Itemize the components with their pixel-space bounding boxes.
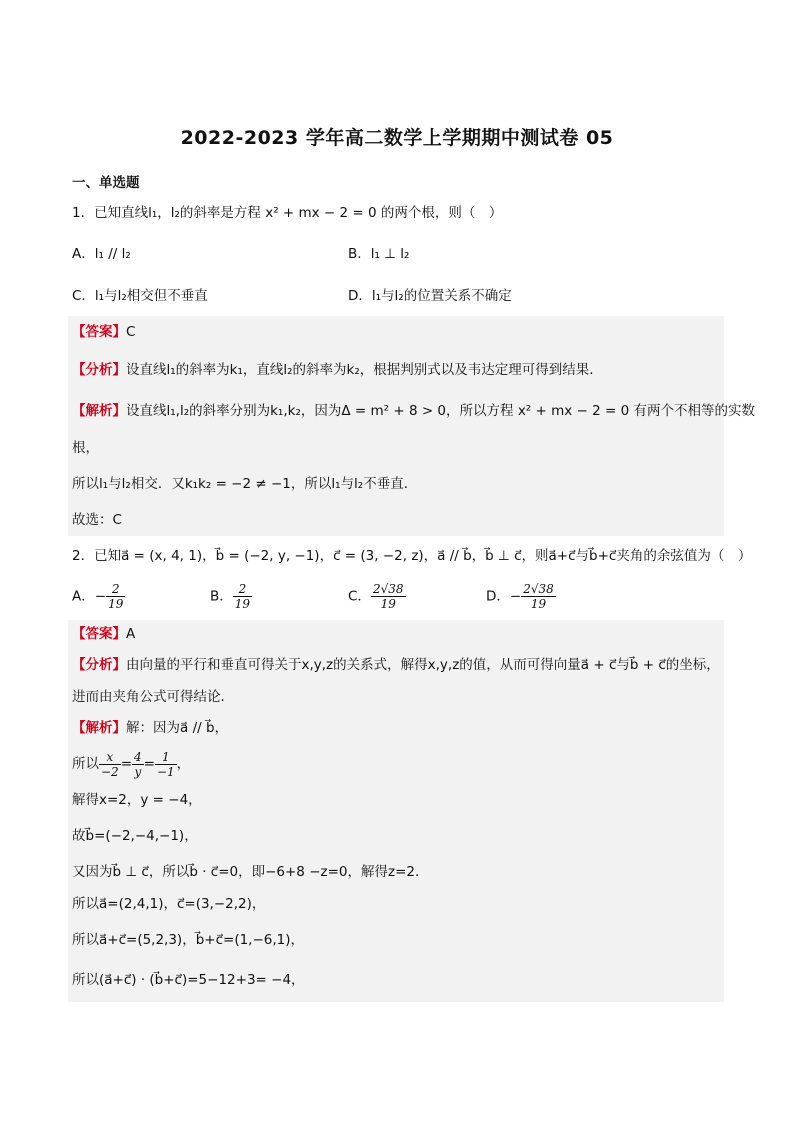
solution-text: 解：因为a⃗ // b⃗， (126, 720, 229, 736)
fraction (132, 750, 144, 779)
text: 所以 (72, 756, 99, 772)
numerator: x (99, 750, 121, 765)
q2-analysis-line-2: 进而由夹角公式可得结论． (72, 689, 234, 705)
option-label: D． (486, 588, 510, 605)
numerator: 2√38 (372, 582, 404, 596)
denominator: 19 (380, 597, 396, 611)
numerator: 2 (106, 582, 125, 597)
q1-solution-line-3: 所以l₁与l₂相交．又k₁k₂ = −2 ≠ −1，所以l₁与l₂不垂直． (72, 476, 418, 492)
fraction (371, 582, 406, 611)
q2-solution-line-3: 解得x=2，y = −4， (72, 792, 202, 808)
fraction (521, 582, 556, 611)
minus-sign: − (94, 588, 107, 605)
answer-value: A (126, 626, 136, 642)
section-heading: 一、单选题 (72, 175, 140, 191)
fraction (99, 750, 121, 779)
q2-solution-line-4: 故b⃗=(−2,−4,−1)， (72, 828, 198, 844)
q2-option-c (348, 582, 406, 611)
q2-solution-line-7: 所以a⃗+c⃗=(5,2,3)，b⃗+c⃗=(1,−6,1)， (72, 932, 305, 948)
solution-text: 设直线l₁,l₂的斜率分别为k₁,k₂，因为Δ = m² + 8 > 0，所以方程 x² + mx − 2 = 0 有两个不相等的实数 (126, 403, 756, 419)
fraction (155, 750, 177, 779)
question-2-stem: 2．已知a⃗ = (x, 4, 1)，b⃗ = (−2, y, −1)，c⃗ = (3, −2, z)，a⃗ // b⃗，b⃗ ⊥ c⃗，则a⃗+c⃗与b⃗+c⃗夹角的余弦值为（ ） (72, 548, 752, 564)
q2-solution-line-8: 所以(a⃗+c⃗) · (b⃗+c⃗)=5−12+3= −4， (72, 972, 305, 988)
question-1-stem: 1．已知直线l₁，l₂的斜率是方程 x² + mx − 2 = 0 的两个根，则（ ） (72, 205, 503, 221)
analysis-tag: 【分析】 (72, 657, 126, 673)
answer-tag: 【答案】 (72, 626, 126, 642)
numerator: 4 (134, 749, 142, 764)
q1-solution-line-4: 故选：C (72, 512, 122, 528)
answer-tag: 【答案】 (72, 324, 126, 340)
q1-solution-panel (68, 316, 724, 536)
numerator: 1 (155, 750, 177, 765)
text: ， (176, 756, 191, 772)
q1-option-c: C．l₁与l₂相交但不垂直 (72, 288, 208, 304)
q1-solution-line-2: 根， (72, 440, 99, 456)
q2-option-b (210, 582, 252, 611)
answer-value: C (126, 324, 136, 340)
q2-option-a (72, 582, 125, 611)
solution-tag: 【解析】 (72, 403, 126, 419)
denominator: 19 (530, 597, 547, 611)
q2-solution-line-1 (72, 718, 228, 738)
q2-option-d (486, 582, 556, 611)
fraction (106, 582, 125, 611)
analysis-tag: 【分析】 (72, 362, 126, 378)
q2-solution-line-5: 又因为b⃗ ⊥ c⃗，所以b⃗ · c⃗=0，即−6+8 −z=0，解得z=2． (72, 864, 429, 880)
equals-sign: = (143, 756, 155, 772)
page-title: 2022-2023 学年高二数学上学期期中测试卷 05 (180, 127, 614, 149)
denominator: −1 (156, 764, 175, 779)
q2-analysis-line-1 (72, 655, 720, 675)
q1-option-b: B．l₁ ⊥ l₂ (348, 246, 410, 262)
equals-sign: = (120, 756, 133, 772)
q1-analysis (72, 360, 594, 380)
q1-answer (72, 322, 135, 342)
denominator: 19 (234, 597, 251, 611)
option-label: B． (210, 588, 233, 605)
q2-answer (72, 624, 135, 644)
option-label: C． (348, 588, 371, 605)
analysis-text: 由向量的平行和垂直可得关于x,y,z的关系式，解得x,y,z的值，从而可得向量a⃗ + c⃗与b⃗ + c⃗的坐标， (126, 657, 720, 673)
analysis-text: 设直线l₁的斜率为k₁，直线l₂的斜率为k₂，根据判别式以及韦达定理可得到结果. (126, 362, 594, 378)
denominator: 19 (108, 597, 124, 611)
q1-option-d: D．l₁与l₂的位置关系不确定 (348, 288, 512, 304)
q1-option-a: A．l₁ // l₂ (72, 246, 131, 262)
minus-sign: − (509, 588, 522, 605)
fraction (233, 582, 252, 611)
q2-solution-line-6: 所以a⃗=(2,4,1)，c⃗=(3,−2,2)， (72, 896, 266, 912)
denominator: −2 (101, 764, 119, 779)
numerator: 2 (233, 582, 252, 597)
denominator: y (134, 764, 142, 779)
solution-tag: 【解析】 (72, 720, 126, 736)
q1-solution-line-1 (72, 401, 755, 421)
q2-solution-line-2 (72, 748, 190, 780)
numerator: 2√38 (523, 582, 554, 596)
option-label: A． (72, 588, 95, 605)
